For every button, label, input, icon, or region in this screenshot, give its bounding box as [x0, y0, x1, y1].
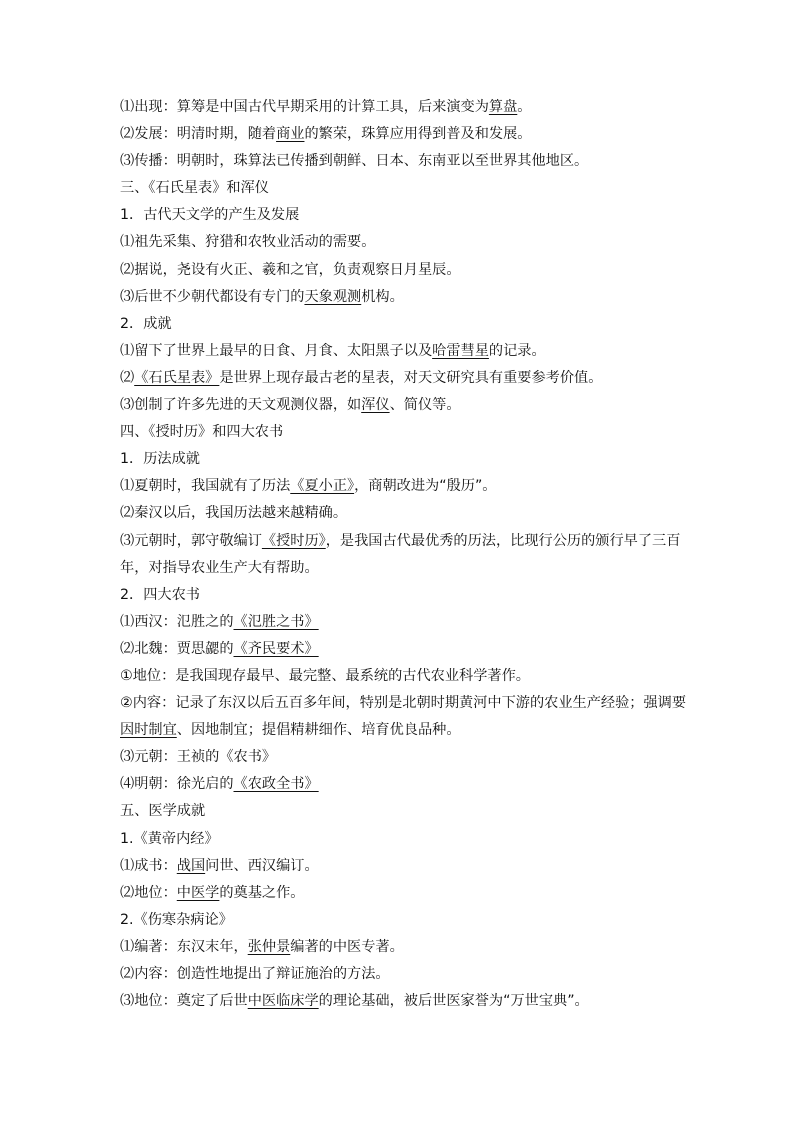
- text-line: [120, 934, 680, 961]
- text-segment: 的理论基础，被后世医家誉为“万世宝典”。: [318, 993, 589, 1010]
- text-segment: ⑵发展：明清时期，随着: [120, 126, 277, 143]
- text-segment: 、因地制宜；提倡精耕细作、培育优良品种。: [176, 722, 461, 739]
- text-segment: ⑷明朝：徐光启的: [120, 776, 234, 793]
- text-line: [120, 880, 680, 907]
- text-segment: 2．四大农书: [120, 586, 200, 603]
- text-line: [120, 473, 680, 500]
- text-segment: 的记录。: [488, 342, 546, 359]
- text-line: [120, 94, 680, 121]
- text-segment: ⑴夏朝时，我国就有了历法: [120, 478, 291, 495]
- text-segment: 年，对指导农业生产大有帮助。: [120, 559, 319, 576]
- underlined-term: 《授时历》: [261, 532, 326, 549]
- underlined-term: 因时制宜: [120, 722, 177, 739]
- text-segment: 1.《黄帝内经》: [120, 830, 219, 847]
- text-line: [120, 907, 680, 934]
- text-segment: 、简仪等。: [389, 397, 461, 414]
- text-segment: 的繁荣，珠算应用得到普及和发展。: [304, 126, 532, 143]
- text-segment: ⑶传播：明朝时，珠算法已传播到朝鲜、日本、东南亚以至世界其他地区。: [120, 153, 589, 170]
- text-segment: ⑵地位：: [120, 884, 177, 901]
- underlined-term: 《齐民要术》: [233, 640, 319, 657]
- text-segment: ⑴出现：算筹是中国古代早期采用的计算工具，后来演变为: [120, 99, 489, 115]
- underlined-term: 天象观测: [304, 288, 362, 305]
- underlined-term: 中医学: [176, 884, 220, 901]
- text-segment: 编著的中医专著。: [290, 938, 404, 955]
- text-line: [120, 961, 680, 988]
- underlined-term: 《农政全书》: [233, 776, 319, 793]
- underlined-term: 浑仪: [361, 397, 390, 414]
- text-segment: ，是我国古代最优秀的历法，比现行公历的颁行早了三百: [325, 532, 681, 549]
- text-segment: ，商朝改进为“殷历”。: [354, 478, 497, 495]
- text-segment: ⑶后世不少朝代都设有专门的: [120, 288, 305, 305]
- text-line: [120, 257, 680, 284]
- text-segment: ⑵北魏：贾思勰的: [120, 640, 234, 657]
- underlined-term: 《石氏星表》: [134, 369, 220, 386]
- text-segment: ⑵秦汉以后，我国历法越来越精确。: [120, 505, 348, 522]
- text-segment: ⑵据说，尧设有火正、羲和之官，负责观察日月星辰。: [120, 261, 461, 278]
- text-segment: ⑶元朝时，郭守敬编订: [120, 532, 262, 549]
- text-line: [120, 744, 680, 771]
- text-line: [120, 148, 680, 175]
- text-segment: ⑵内容：创造性地提出了辩证施治的方法。: [120, 966, 390, 982]
- text-line: [120, 284, 680, 311]
- text-line: [120, 500, 680, 527]
- text-segment: 四、《授时历》和四大农书: [120, 424, 284, 441]
- text-segment: 三、《石氏星表》和浑仪: [120, 180, 269, 197]
- text-line: [120, 175, 680, 202]
- underlined-term: 张仲景: [247, 938, 291, 955]
- text-segment: ①地位：是我国现存最早、最完整、最系统的古代农业科学著作。: [120, 667, 530, 684]
- text-segment: ⑴编著：东汉末年，: [120, 938, 248, 955]
- text-line: [120, 392, 680, 419]
- text-segment: 。: [517, 99, 532, 115]
- document-page: [120, 94, 687, 1015]
- text-segment: ②内容：记录了东汉以后五百多年间，特别是北朝时期黄河中下游的农业生产经验；强调要: [120, 695, 687, 712]
- underlined-term: 战国: [176, 857, 206, 874]
- text-line: [120, 663, 680, 690]
- text-segment: ⑶地位：奠定了后世: [120, 993, 248, 1010]
- text-line: [120, 555, 680, 582]
- text-line: [120, 798, 680, 825]
- text-segment: ⑶元朝：王祯的《农书》: [120, 749, 277, 766]
- text-line: [120, 446, 680, 473]
- text-line: [120, 717, 680, 744]
- text-segment: 问世、西汉编订。: [205, 857, 319, 874]
- text-line: [120, 853, 680, 880]
- text-segment: 机构。: [361, 288, 404, 305]
- text-segment: ⑶创制了许多先进的天文观测仪器，如: [120, 397, 362, 414]
- text-segment: ⑴成书：: [120, 857, 177, 874]
- underlined-term: 中医临床学: [247, 993, 319, 1010]
- text-line: [120, 771, 680, 798]
- underlined-term: 哈雷彗星: [432, 342, 489, 359]
- text-segment: 1．历法成就: [120, 451, 200, 468]
- text-line: [120, 202, 680, 229]
- underlined-term: 《夏小正》: [290, 478, 355, 495]
- underlined-term: 算盘: [488, 99, 518, 115]
- text-segment: 2．成就: [120, 315, 172, 332]
- text-line: [120, 121, 680, 148]
- text-line: [120, 311, 680, 338]
- text-line: [120, 988, 680, 1015]
- text-segment: 的奠基之作。: [219, 884, 305, 901]
- text-line: [120, 826, 680, 853]
- underlined-term: 商业: [276, 126, 305, 143]
- text-segment: 五、医学成就: [120, 803, 206, 820]
- text-line: [120, 419, 680, 446]
- text-line: [120, 338, 680, 365]
- text-segment: ⑴祖先采集、狩猎和农牧业活动的需要。: [120, 234, 376, 251]
- text-segment: 1．古代天文学的产生及发展: [120, 207, 300, 224]
- text-segment: ⑴留下了世界上最早的日食、月食、太阳黑子以及: [120, 342, 433, 359]
- text-line: [120, 609, 680, 636]
- text-line: [120, 690, 687, 717]
- text-line: [120, 365, 680, 392]
- text-line: [120, 528, 680, 555]
- text-segment: ⑵: [120, 369, 135, 386]
- text-line: [120, 636, 680, 663]
- underlined-term: 《氾胜之书》: [233, 613, 319, 630]
- text-segment: ⑴西汉：氾胜之的: [120, 613, 234, 630]
- text-segment: 2.《伤寒杂病论》: [120, 911, 233, 928]
- text-line: [120, 229, 680, 256]
- text-segment: 是世界上现存最古老的星表，对天文研究具有重要参考价值。: [219, 369, 603, 386]
- text-line: [120, 582, 680, 609]
